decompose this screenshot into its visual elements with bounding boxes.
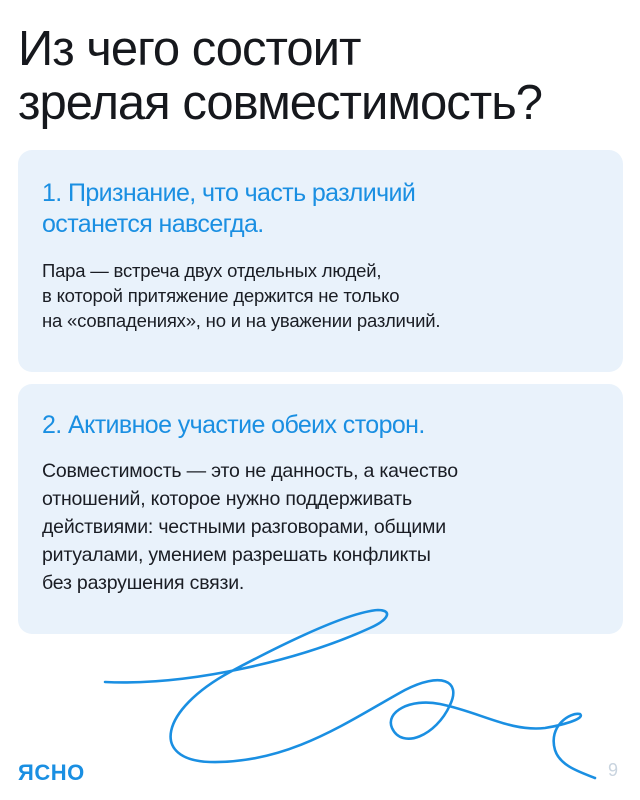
card-heading-line: 1. Признание, что часть различий bbox=[42, 179, 416, 207]
card-heading-line: 2. Активное участие обеих сторон. bbox=[42, 411, 425, 439]
page-title-line: Из чего состоит bbox=[18, 22, 361, 76]
card-heading-line: останется навсегда. bbox=[42, 210, 264, 238]
brand-logo: ЯСНО bbox=[18, 760, 85, 785]
card-body bbox=[42, 258, 599, 333]
card-body-line: без разрушения связи. bbox=[42, 572, 245, 594]
card-body bbox=[42, 457, 599, 597]
card-body-line: Пара — встреча двух отдельных людей, bbox=[42, 260, 382, 281]
scribble-stroke bbox=[105, 610, 595, 778]
card-body-line: ритуалами, умением разрешать конфликты bbox=[42, 544, 431, 566]
point-card-participation bbox=[18, 384, 623, 634]
card-heading bbox=[42, 178, 512, 240]
page-number: 9 bbox=[607, 760, 618, 780]
card-body-line: на «совпадениях», но и на уважении различий. bbox=[42, 310, 441, 331]
point-card-acceptance bbox=[18, 150, 623, 372]
card-body-line: Совместимость — это не данность, а качество bbox=[42, 460, 458, 482]
card-body-line: действиями: честными разговорами, общими bbox=[42, 516, 446, 538]
page-title bbox=[18, 22, 618, 130]
card-body-line: отношений, которое нужно поддерживать bbox=[42, 488, 412, 510]
page-title-line: зрелая совместимость? bbox=[18, 76, 543, 130]
signature-scribble-icon bbox=[0, 600, 640, 800]
card-heading bbox=[42, 410, 599, 441]
card-body-line: в которой притяжение держится не только bbox=[42, 285, 400, 306]
